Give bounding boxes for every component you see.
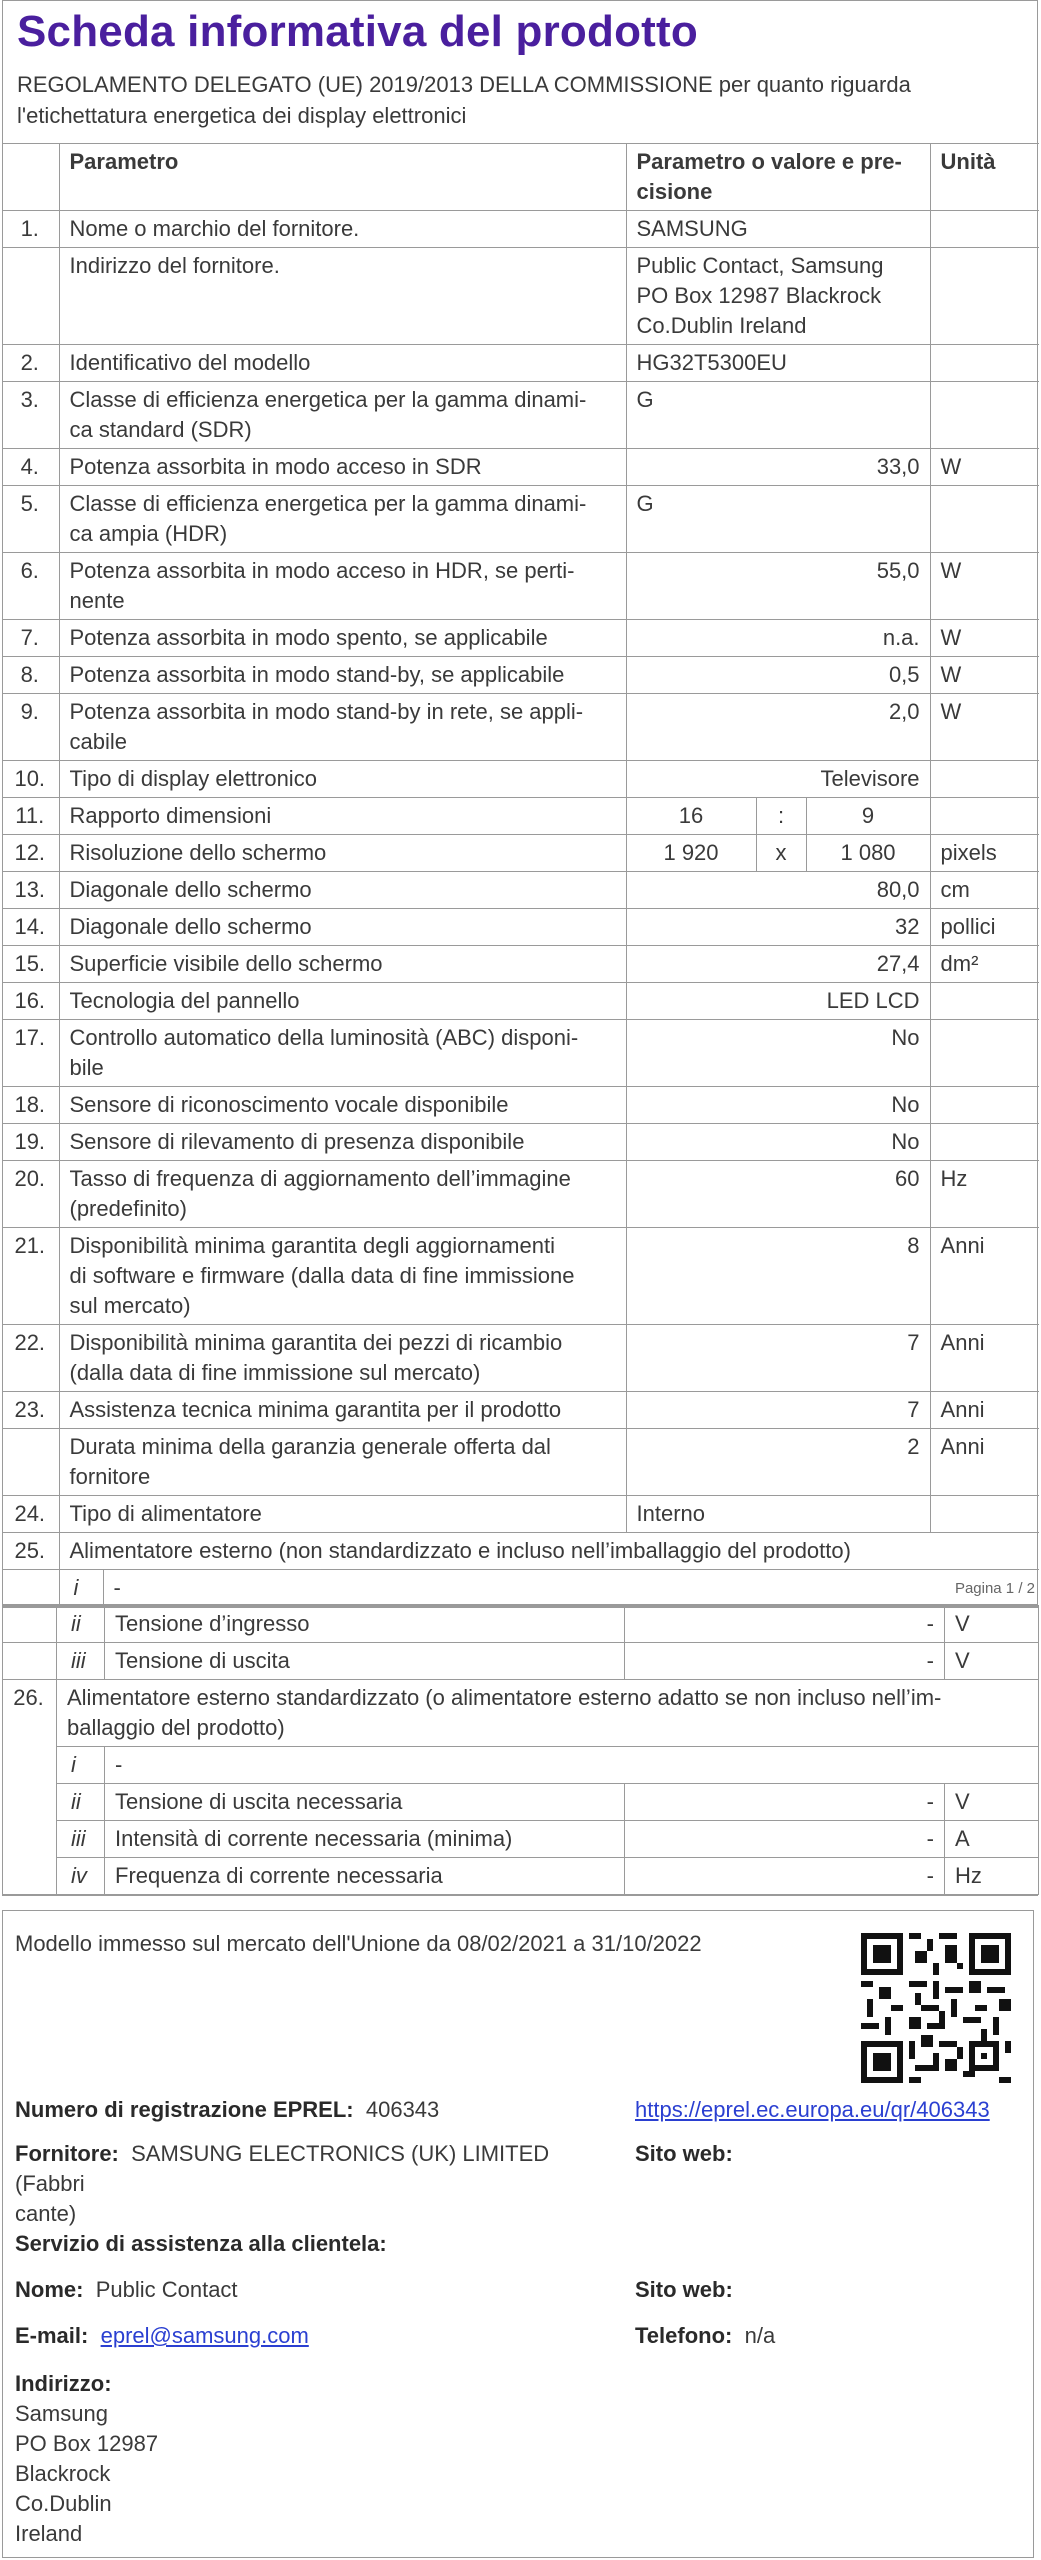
table-row [3,449,1039,486]
row-label: Risoluzione dello schermo [59,835,626,872]
label-line: (dalla data di fine immissione sul mercato) [69,1360,481,1385]
table-row [3,1124,1039,1161]
row-unit: Hz [930,1161,1039,1228]
product-info-sheet [2,0,1038,1608]
row-value: 2 [626,1429,930,1496]
row-number: 25. [3,1533,59,1570]
row-label: Potenza assorbita in modo spento, se applicabile [59,620,626,657]
header-value [626,144,930,211]
label-line: Classe di efficienza energetica per la gamma dinami- [69,491,587,516]
label-line: Disponibilità minima garantita degli aggiornamenti [69,1233,555,1258]
row-unit: W [930,553,1039,620]
supplier-website-label: Sito web: [635,2141,733,2166]
label-line: Potenza assorbita in modo acceso in HDR, se perti- [69,558,575,583]
label-line: (predefinito) [69,1196,187,1221]
table-row [3,1606,1039,1643]
row-unit: pollici [930,909,1039,946]
row-number: 7. [3,620,59,657]
row-unit: Anni [930,1228,1039,1325]
row-value: No [626,1087,930,1124]
table-row [3,345,1039,382]
row-unit: W [930,449,1039,486]
row-value: No [626,1020,930,1087]
label-line: Alimentatore esterno standardizzato (o alimentatore esterno adatto se non incluso nell’im- [67,1685,942,1710]
email-link[interactable]: eprel@samsung.com [100,2323,309,2348]
eprel-registration [15,2095,439,2125]
row-label: Tensione di uscita necessaria [105,1784,625,1821]
row-unit [930,798,1039,835]
table-row [3,1325,1039,1392]
row-number [3,1643,57,1680]
table-row [3,1161,1039,1228]
row-label: Tipo di display elettronico [59,761,626,798]
table-row [3,761,1039,798]
row-number: 9. [3,694,59,761]
resolution-separator: x [756,835,806,872]
label-line: di software e firmware (dalla data di fine immissione [69,1263,575,1288]
label-line: sul mercato) [69,1293,191,1318]
header-unit: Unità [930,144,1039,211]
row-label [57,1680,1039,1747]
contact-address [15,2369,158,2549]
address-line: PO Box 12987 Blackrock [636,283,882,308]
row-number: 26. [3,1680,57,1895]
table-row [3,1020,1039,1087]
row-value: 7 [626,1392,930,1429]
label-line: Classe di efficienza energetica per la gamma dinami- [69,387,587,412]
name-label: Nome: [15,2277,84,2302]
aspect-separator: : [756,798,806,835]
row-label [59,486,626,553]
row-number: 4. [3,449,59,486]
parameters-table [3,143,1039,1607]
row-label [59,1161,626,1228]
label-line: Disponibilità minima garantita dei pezzi di ricambio [69,1330,563,1355]
market-period: Modello immesso sul mercato dell'Unione da 08/02/2021 a 31/10/2022 [15,1931,702,1956]
table-row [3,872,1039,909]
table-row [3,983,1039,1020]
row-value: HG32T5300EU [626,345,930,382]
row-label: Alimentatore esterno (non standardizzato e incluso nell’imballaggio del prodotto) [59,1533,1039,1570]
label-line: ca standard (SDR) [69,417,252,442]
supplier-name-line-1: SAMSUNG ELECTRONICS (UK) LIMITED (Fabbri [15,2141,550,2196]
sub-index: ii [57,1784,105,1821]
eprel-footer [2,1910,1034,2558]
row-label [59,1429,626,1496]
row-unit [930,1087,1039,1124]
row-number [3,1606,57,1643]
row-number: 11. [3,798,59,835]
regulation-subtitle [3,61,1037,143]
row-value [626,248,930,345]
phone-value: n/a [744,2323,776,2348]
row-value: Televisore [626,761,930,798]
row-label [59,694,626,761]
address-line: Public Contact, Samsung [636,253,884,278]
label-line: Potenza assorbita in modo stand-by in rete, se appli- [69,699,584,724]
table-row [3,1228,1039,1325]
table-row [3,1747,1039,1784]
row-value: G [626,486,930,553]
row-number [3,248,59,345]
contact-phone [635,2321,775,2351]
row-value: 80,0 [626,872,930,909]
row-label: - [103,1570,1039,1607]
label-line: nente [69,588,125,613]
sub-index: iii [57,1643,105,1680]
row-unit: W [930,620,1039,657]
address-line: Blackrock [15,2461,111,2486]
sub-index: i [59,1570,103,1607]
row-unit [930,382,1039,449]
row-value: 7 [626,1325,930,1392]
row-unit: V [945,1643,1039,1680]
row-value: - [625,1643,945,1680]
row-unit: Anni [930,1325,1039,1392]
row-label [59,1228,626,1325]
row-value: 27,4 [626,946,930,983]
row-number: 10. [3,761,59,798]
table-header-row [3,144,1039,211]
row-value: 32 [626,909,930,946]
row-value: 60 [626,1161,930,1228]
row-label: Tipo di alimentatore [59,1496,626,1533]
row-number: 6. [3,553,59,620]
row-value: G [626,382,930,449]
row-number: 17. [3,1020,59,1087]
row-label [59,1325,626,1392]
table-row [3,1087,1039,1124]
row-value: 55,0 [626,553,930,620]
row-unit [930,248,1039,345]
name-value: Public Contact [95,2277,238,2302]
row-unit: W [930,694,1039,761]
row-unit [930,345,1039,382]
table-row [3,1643,1039,1680]
label-line: Tasso di frequenza di aggiornamento dell’immagine [69,1166,571,1191]
row-unit: V [945,1784,1039,1821]
row-value: 8 [626,1228,930,1325]
row-number: 14. [3,909,59,946]
row-label: Sensore di riconoscimento vocale disponibile [59,1087,626,1124]
row-unit [930,486,1039,553]
row-value: Interno [626,1496,930,1533]
table-row [3,1533,1039,1570]
row-unit [930,211,1039,248]
continued-table [2,1605,1039,1895]
row-number: 16. [3,983,59,1020]
supplier-label: Fornitore: [15,2141,119,2166]
row-label: Rapporto dimensioni [59,798,626,835]
table-row [3,620,1039,657]
address-line: Ireland [15,2521,83,2546]
row-unit: W [930,657,1039,694]
email-label: E-mail: [15,2323,89,2348]
row-value: SAMSUNG [626,211,930,248]
row-label: Nome o marchio del fornitore. [59,211,626,248]
row-label: Tensione di uscita [105,1643,625,1680]
row-unit: cm [930,872,1039,909]
table-row [3,248,1039,345]
row-label: Assistenza tecnica minima garantita per il prodotto [59,1392,626,1429]
row-value: - [625,1821,945,1858]
subtitle-line-2: l'etichettatura energetica dei display elettronici [17,103,467,128]
table-row [3,946,1039,983]
row-value: - [625,1606,945,1643]
address-line: Co.Dublin [15,2491,112,2516]
resolution-height: 1 080 [806,835,930,872]
row-label: Tensione d’ingresso [105,1606,625,1643]
resolution-width: 1 920 [626,835,756,872]
row-number: 21. [3,1228,59,1325]
header-number-cell [3,144,59,211]
table-row [3,909,1039,946]
label-line: ballaggio del prodotto) [67,1715,285,1740]
row-number: 13. [3,872,59,909]
table-row [3,798,1039,835]
page-title: Scheda informativa del prodotto [17,7,698,56]
customer-service-heading: Servizio di assistenza alla clientela: [15,2231,387,2256]
row-number: 20. [3,1161,59,1228]
row-label: - [105,1747,1039,1784]
row-number: 24. [3,1496,59,1533]
row-value: LED LCD [626,983,930,1020]
row-unit [930,1496,1039,1533]
row-value: n.a. [626,620,930,657]
contact-name [15,2275,238,2305]
label-line: cabile [69,729,127,754]
row-number: 3. [3,382,59,449]
row-number [3,1429,59,1496]
row-label: Superficie visibile dello schermo [59,946,626,983]
sub-index: iii [57,1821,105,1858]
row-label: Intensità di corrente necessaria (minima) [105,1821,625,1858]
row-number: 19. [3,1124,59,1161]
row-unit [930,1124,1039,1161]
row-label: Indirizzo del fornitore. [59,248,626,345]
row-unit [930,761,1039,798]
label-line: bile [69,1055,104,1080]
eprel-number: 406343 [365,2097,440,2122]
table-row [3,694,1039,761]
aspect-height: 9 [806,798,930,835]
continued-table-section [2,1604,1038,1896]
row-value: - [625,1784,945,1821]
row-label: Diagonale dello schermo [59,909,626,946]
row-value: - [625,1858,945,1895]
row-label [59,382,626,449]
row-value: 33,0 [626,449,930,486]
contact-email [15,2321,309,2351]
table-row [3,1784,1039,1821]
row-unit [930,983,1039,1020]
row-number: 1. [3,211,59,248]
row-label: Potenza assorbita in modo stand-by, se applicabile [59,657,626,694]
row-unit: Hz [945,1858,1039,1895]
table-row [3,1821,1039,1858]
service-website-label: Sito web: [635,2277,733,2302]
row-label: Potenza assorbita in modo acceso in SDR [59,449,626,486]
eprel-label: Numero di registrazione EPREL: [15,2097,354,2122]
row-value: No [626,1124,930,1161]
address-label: Indirizzo: [15,2371,112,2396]
page-number: Pagina 1 / 2 [954,1580,1035,1597]
row-label: Sensore di rilevamento di presenza disponibile [59,1124,626,1161]
address-line: Samsung [15,2401,108,2426]
row-label: Frequenza di corrente necessaria [105,1858,625,1895]
label-line: fornitore [69,1464,151,1489]
address-line: PO Box 12987 [15,2431,159,2456]
row-number: 23. [3,1392,59,1429]
table-row [3,1392,1039,1429]
aspect-width: 16 [626,798,756,835]
table-row [3,835,1039,872]
address-line: Co.Dublin Ireland [636,313,807,338]
row-value: 2,0 [626,694,930,761]
row-unit [930,1020,1039,1087]
table-row [3,1680,1039,1747]
table-row [3,657,1039,694]
table-row [3,1429,1039,1496]
table-row [3,1496,1039,1533]
table-row [3,211,1039,248]
supplier-info [15,2139,615,2229]
row-label: Identificativo del modello [59,345,626,382]
subtitle-line-1: REGOLAMENTO DELEGATO (UE) 2019/2013 DELLA COMMISSIONE per quanto riguarda [17,72,911,97]
row-unit: Anni [930,1429,1039,1496]
row-unit: pixels [930,835,1039,872]
row-number: 18. [3,1087,59,1124]
sub-index: iv [57,1858,105,1895]
label-line: Controllo automatico della luminosità (ABC) disponi- [69,1025,579,1050]
sub-index: i [57,1747,105,1784]
row-label [59,553,626,620]
row-number: 8. [3,657,59,694]
header-value-line-1: Parametro o valore e pre- [636,149,902,174]
row-label: Tecnologia del pannello [59,983,626,1020]
row-unit: dm² [930,946,1039,983]
row-number: 22. [3,1325,59,1392]
row-label [59,1020,626,1087]
row-unit: A [945,1821,1039,1858]
table-row [3,1570,1039,1607]
label-line: Durata minima della garanzia generale offerta dal [69,1434,551,1459]
row-number: 15. [3,946,59,983]
row-unit: Anni [930,1392,1039,1429]
header-value-line-2: cisione [636,179,713,204]
row-number: 2. [3,345,59,382]
qr-code-icon[interactable] [861,1933,1011,2083]
row-value: 0,5 [626,657,930,694]
table-row [3,486,1039,553]
sub-index: ii [57,1606,105,1643]
row-number [3,1570,59,1607]
eprel-link[interactable]: https://eprel.ec.europa.eu/qr/406343 [635,2097,990,2122]
table-row [3,553,1039,620]
table-row [3,382,1039,449]
row-unit: V [945,1606,1039,1643]
header-param: Parametro [59,144,626,211]
row-label: Diagonale dello schermo [59,872,626,909]
supplier-name-line-2: cante) [15,2201,77,2226]
table-row [3,1858,1039,1895]
row-number: 12. [3,835,59,872]
phone-label: Telefono: [635,2323,733,2348]
label-line: ca ampia (HDR) [69,521,228,546]
row-number: 5. [3,486,59,553]
